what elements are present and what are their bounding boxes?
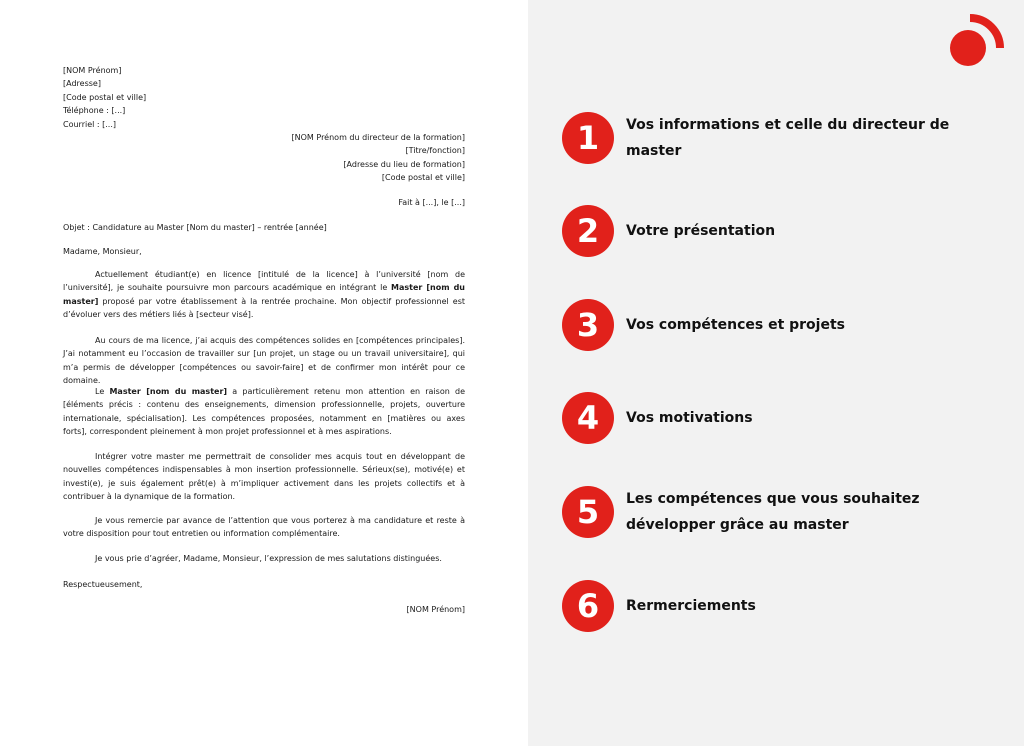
master-name-bold: Master [nom du master] [109, 387, 228, 396]
step-label: Vos informations et celle du directeur de master [626, 117, 950, 159]
step-5 [562, 486, 1002, 540]
place-date: Fait à [...], le [...] [398, 198, 465, 207]
step-number-badge: 4 [562, 392, 614, 444]
step-number-badge: 6 [562, 580, 614, 632]
sender-email: Courriel : [...] [63, 119, 117, 129]
paragraph-4: Intégrer votre master me permettrait de consolider mes acquis tout en développant de nouvelles compétences indispensables à mon insertion professionnelle. Sérieux(se), motivé(e) et investi(e), je suis également prêt(e) à m’impliquer activement dans les projets collectifs et à contribuer à la dynamique de la formation. [63, 452, 465, 502]
guide-panel [528, 0, 1024, 746]
recipient-name: [NOM Prénom du directeur de la formation] [291, 133, 465, 142]
step-label: Rermerciements [626, 598, 756, 614]
signature: [NOM Prénom] [406, 605, 465, 614]
step-label: Votre présentation [626, 223, 776, 239]
recipient-address: [Adresse du lieu de formation] [343, 159, 465, 169]
recipient-city: [Code postal et ville] [381, 173, 465, 183]
paragraph-3: Le Master [nom du master] a particulièrement retenu mon attention en raison de [éléments précis : contenu des enseignements, dimension professionnelle, projets, ouverture internationale, spécialisation]. Les compétences proposées, notamment en [matières ou axes forts], correspondent pleinement à mon projet professionnel et à mes aspirations. [63, 387, 466, 437]
step-label: Vos compétences et projets [626, 317, 845, 333]
sender-address: [Adresse] [63, 79, 101, 89]
letter-object: Objet : Candidature au Master [Nom du master] – rentrée [année] [63, 223, 327, 232]
recipient-title: [Titre/fonction] [405, 146, 465, 156]
step-number-badge: 1 [562, 112, 614, 164]
step-label: Vos motivations [626, 410, 753, 426]
step-number-badge: 2 [562, 205, 614, 257]
paragraph-5: Je vous remercie par avance de l’attention que vous porterez à ma candidature et reste à votre disposition pour tout entretien ou information complémentaire. [63, 516, 465, 539]
step-number-badge: 5 [562, 486, 614, 538]
brand-logo-icon [946, 14, 1024, 74]
step-3 [562, 299, 1002, 353]
paragraph-2: Au cours de ma licence, j’ai acquis des compétences solides en [compétences principales]. J’ai notamment eu l’occasion de travailler sur [un projet, un stage ou un travail universitaire], qui m’a permis de développer [compétences ou savoir-faire] et de confirmer mon intérêt pour ce domaine. [63, 336, 465, 386]
step-6 [562, 580, 1002, 634]
paragraph-6: Je vous prie d’agréer, Madame, Monsieur, l’expression de mes salutations distinguées. [95, 554, 442, 563]
recipient-block [63, 131, 465, 185]
step-2 [562, 205, 1002, 259]
sender-block [63, 64, 465, 131]
step-number-badge: 3 [562, 299, 614, 351]
paragraph-1: Actuellement étudiant(e) en licence [intitulé de la licence] à l’université [nom de l’université], je souhaite poursuivre mon parcours académique en intégrant le Master [nom du master] proposé par votre établissement à la rentrée prochaine. Mon objectif professionnel est d’évoluer vers des métiers liés à [secteur visé]. [63, 270, 465, 320]
step-1 [562, 112, 1002, 166]
step-label: Les compétences que vous souhaitez développer grâce au master [626, 491, 920, 533]
step-4 [562, 392, 1002, 446]
sender-city: [Code postal et ville] [63, 92, 147, 102]
master-name-bold: Master [nom du master] [63, 283, 465, 306]
closing: Respectueusement, [63, 580, 143, 589]
sender-name: [NOM Prénom] [63, 66, 122, 75]
sender-phone: Téléphone : [...] [63, 106, 126, 116]
salutation: Madame, Monsieur, [63, 247, 142, 256]
